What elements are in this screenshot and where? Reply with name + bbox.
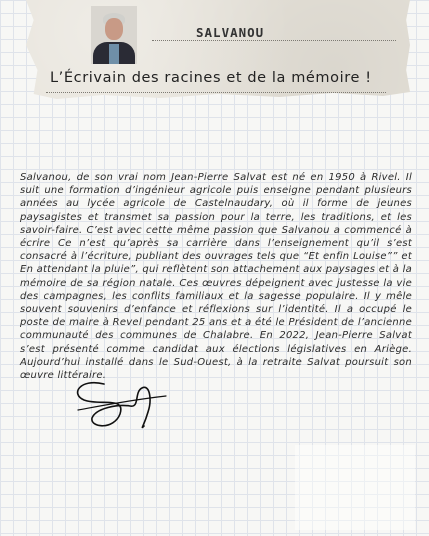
handwritten-signature	[70, 370, 170, 434]
faded-corner	[295, 445, 415, 530]
tagline: L’Écrivain des racines et de la mémoire !	[50, 70, 372, 86]
dotted-divider-bottom	[46, 92, 386, 93]
author-name: SALVANOU	[196, 25, 265, 40]
dotted-divider-top	[152, 40, 396, 41]
biography-text: Salvanou, de son vrai nom Jean-Pierre Salvat est né en 1950 à Rivel. Il suit une formation d’ingénieur agricole puis enseigne pendant plusieurs années au lycée agricole de Castelnaudary, où il forme de jeunes paysagistes et transmet sa passion pour la terre, les traditions, et les savoir-faire. C’est avec cette même passion que Salvanou a commencé à écrire Ce n’est qu’après sa carrière dans l’enseignement qu’il s’est consacré à l’écriture, publiant des ouvrages tels que “Et enfin Louise”” et En attendant la pluie”, qui reflètent son attachement aux paysages et à la mémoire de sa région natale. Ces œuvres dépeignent avec justesse la vie des campagnes, les conflits familiaux et la sagesse populaire. Il y mêle souvent souvenirs d’enfance et réflexions sur l’identité. Il a occupé le poste de maire à Revel pendant 25 ans et a été le Président de l’ancienne communauté des communes de Chalabre. En 2022, Jean-Pierre Salvat s’est présenté comme candidat aux élections législatives en Ariège. Aujourd’hui installé dans le Sud-Ouest, à la retraite Salvat poursuit son œuvre littéraire.	[20, 172, 412, 382]
author-portrait	[91, 6, 137, 64]
